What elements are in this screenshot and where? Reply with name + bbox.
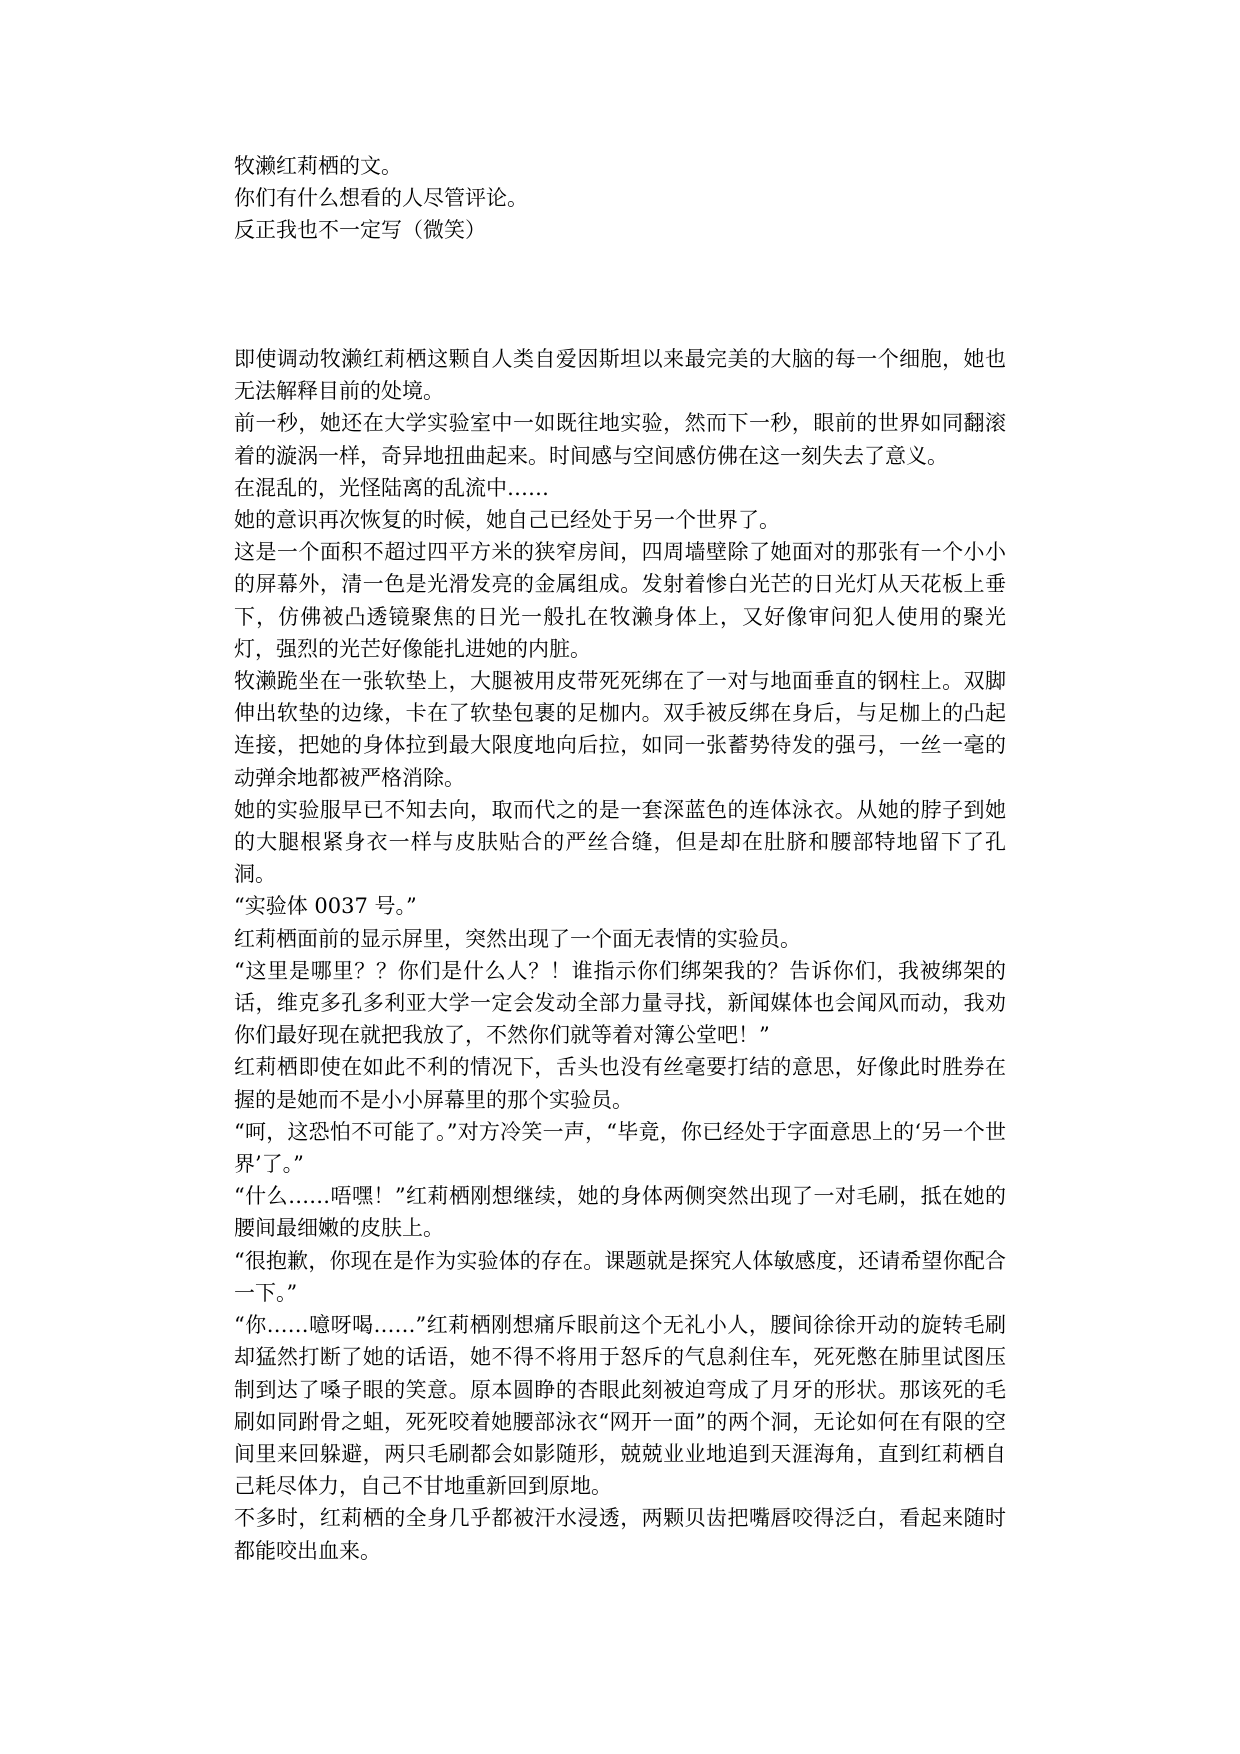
story-body xyxy=(234,343,1006,1567)
story-paragraph: 这是一个面积不超过四平方米的狭窄房间，四周墙壁除了她面对的那张有一个小小的屏幕外，清一色是光滑发亮的金属组成。发射着惨白光芒的日光灯从天花板上垂下，仿佛被凸透镜聚焦的日光一般扎在牧濑身体上，又好像审问犯人使用的聚光灯，强烈的光芒好像能扎进她的内脏。 xyxy=(234,540,1006,661)
story-paragraph: 在混乱的，光怪陆离的乱流中…… xyxy=(234,475,549,500)
story-paragraph: “这里是哪里？？你们是什么人？！谁指示你们绑架我的？告诉你们，我被绑架的话，维克多孔多利亚大学一定会发动全部力量寻找，新闻媒体也会闻风而动，我劝你们最好现在就把我放了，不然你们就等着对簿公堂吧！” xyxy=(234,958,1006,1048)
story-paragraph: 她的实验服早已不知去向，取而代之的是一套深蓝色的连体泳衣。从她的脖子到她的大腿根紧身衣一样与皮肤贴合的严丝合缝，但是却在肚脐和腰部特地留下了孔洞。 xyxy=(234,797,1006,887)
story-paragraph: 不多时，红莉栖的全身几乎都被汗水浸透，两颗贝齿把嘴唇咬得泛白，看起来随时都能咬出血来。 xyxy=(234,1506,1006,1563)
story-paragraph: 即使调动牧濑红莉栖这颗自人类自爱因斯坦以来最完美的大脑的每一个细胞，她也无法解释目前的处境。 xyxy=(234,347,1006,404)
story-paragraph: 牧濑跪坐在一张软垫上，大腿被用皮带死死绑在了一对与地面垂直的钢柱上。双脚伸出软垫的边缘，卡在了软垫包裹的足枷内。双手被反绑在身后，与足枷上的凸起连接，把她的身体拉到最大限度地向后拉，如同一张蓄势待发的强弓，一丝一毫的动弹余地都被严格消除。 xyxy=(234,669,1006,790)
story-paragraph: 她的意识再次恢复的时候，她自己已经处于另一个世界了。 xyxy=(234,508,780,533)
story-paragraph: “呵，这恐怕不可能了。”对方冷笑一声，“毕竟，你已经处于字面意思上的‘另一个世界’了。” xyxy=(234,1119,1006,1177)
author-note-line: 牧濑红莉栖的文。 xyxy=(234,154,402,178)
story-paragraph: 红莉栖面前的显示屏里，突然出现了一个面无表情的实验员。 xyxy=(234,926,801,951)
story-paragraph: “实验体 0037 号。” xyxy=(234,894,417,919)
author-note-line: 反正我也不一定写（微笑） xyxy=(234,218,486,242)
story-paragraph: “你……噫呀喝……”红莉栖刚想痛斥眼前这个无礼小人，腰间徐徐开动的旋转毛刷却猛然打断了她的话语，她不得不将用于怒斥的气息刹住车，死死憋在肺里试图压制到达了嗓子眼的笑意。原本圆睁的杏眼此刻被迫弯成了月牙的形状。那该死的毛刷如同跗骨之蛆，死死咬着她腰部泳衣“网开一面”的两个洞，无论如何在有限的空间里来回躲避，两只毛刷都会如影随形，兢兢业业地追到天涯海角，直到红莉栖自己耗尽体力，自己不甘地重新回到原地。 xyxy=(234,1313,1006,1499)
story-paragraph: “什么……唔嘿！”红莉栖刚想继续，她的身体两侧突然出现了一对毛刷，抵在她的腰间最细嫩的皮肤上。 xyxy=(234,1184,1006,1241)
story-paragraph: 红莉栖即使在如此不利的情况下，舌头也没有丝毫要打结的意思，好像此时胜券在握的是她而不是小小屏幕里的那个实验员。 xyxy=(234,1055,1006,1112)
author-note xyxy=(234,150,1024,246)
author-note-line: 你们有什么想看的人尽管评论。 xyxy=(234,186,528,210)
story-paragraph: “很抱歉，你现在是作为实验体的存在。课题就是探究人体敏感度，还请希望你配合一下。” xyxy=(234,1248,1006,1305)
story-paragraph: 前一秒，她还在大学实验室中一如既往地实验，然而下一秒，眼前的世界如同翻滚着的漩涡一样，奇异地扭曲起来。时间感与空间感仿佛在这一刻失去了意义。 xyxy=(234,411,1006,468)
